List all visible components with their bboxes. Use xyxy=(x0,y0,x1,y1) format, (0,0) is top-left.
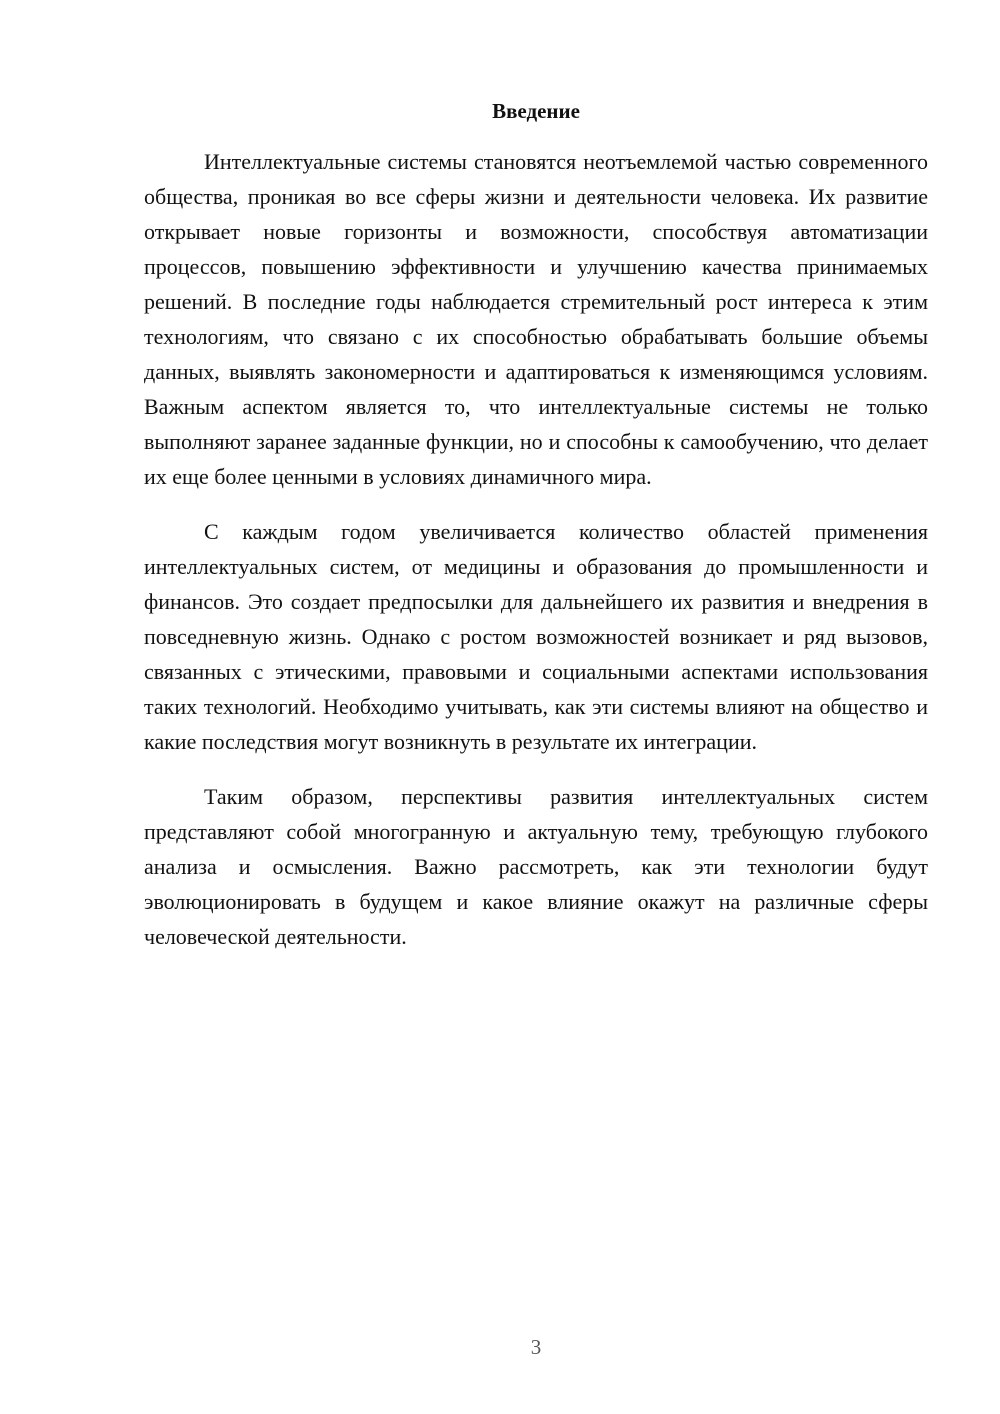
page-number: 3 xyxy=(530,1335,542,1359)
page-content xyxy=(144,96,928,974)
paragraph: С каждым годом увеличивается количество областей применения интеллектуальных систем, от медицины и образования до промышленности и финансов. Это создает предпосылки для дальнейшего их развития и внедрения в повседневную жизнь. Однако с ростом возможностей возникает и ряд вызовов, связанных с этическими, правовыми и социальными аспектами использования таких технологий. Необходимо учитывать, как эти системы влияют на общество и какие последствия могут возникнуть в результате их интеграции. xyxy=(144,519,928,754)
paragraph: Интеллектуальные системы становятся неотъемлемой частью современного общества, проникая во все сферы жизни и деятельности человека. Их развитие открывает новые горизонты и возможности, способствуя автоматизации процессов, повышению эффективности и улучшению качества принимаемых решений. В последние годы наблюдается стремительный рост интереса к этим технологиям, что связано с их способностью обрабатывать большие объемы данных, выявлять закономерности и адаптироваться к изменяющимся условиям. Важным аспектом является то, что интеллектуальные системы не только выполняют заранее заданные функции, но и способны к самообучению, что делает их еще более ценными в условиях динамичного мира. xyxy=(144,149,928,489)
paragraph: Таким образом, перспективы развития интеллектуальных систем представляют собой многогранную и актуальную тему, требующую глубокого анализа и осмысления. Важно рассмотреть, как эти технологии будут эволюционировать в будущем и какое влияние окажут на различные сферы человеческой деятельности. xyxy=(144,784,928,949)
section-heading: Введение xyxy=(492,99,580,123)
